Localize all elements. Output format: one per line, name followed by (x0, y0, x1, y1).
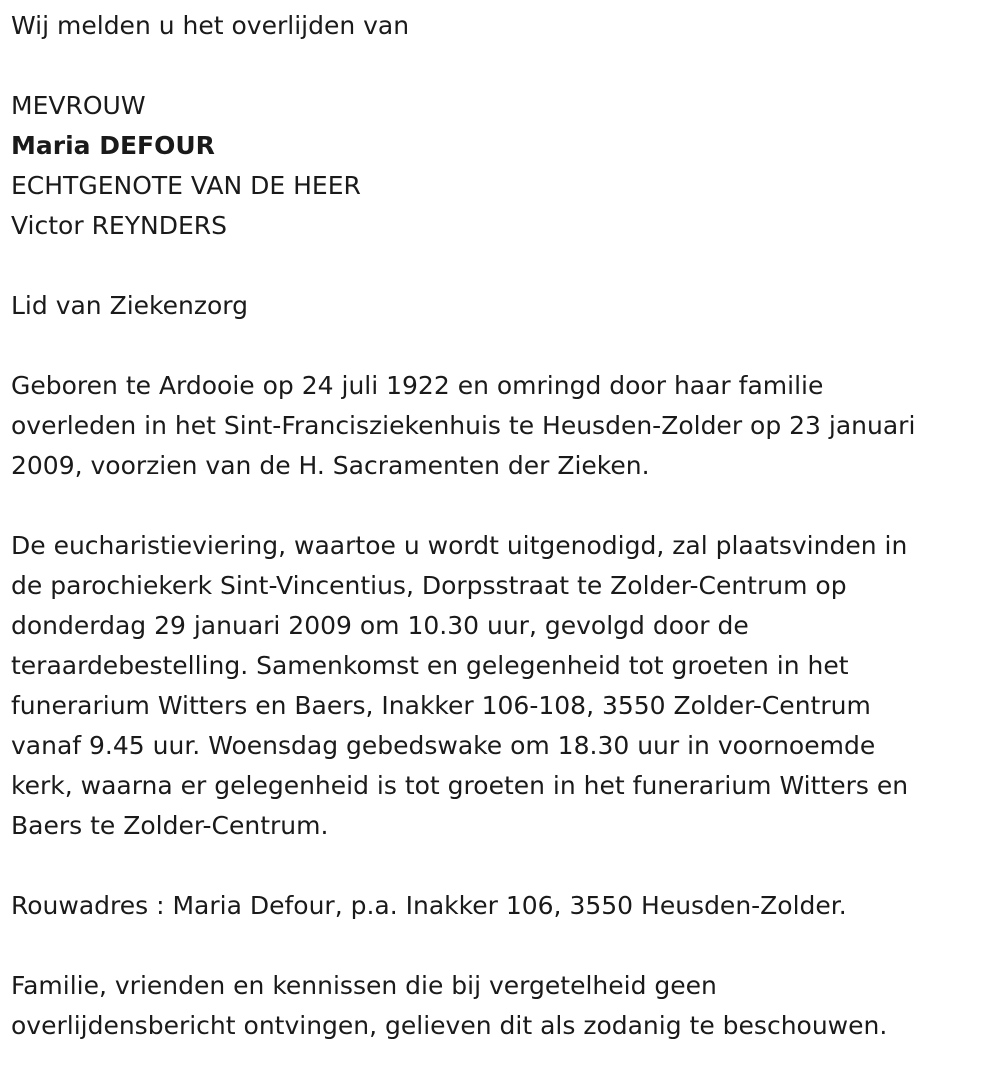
death-notice (11, 6, 986, 1046)
spacer (11, 46, 986, 86)
spacer (11, 326, 986, 366)
deceased-name: Maria DEFOUR (11, 131, 215, 160)
paragraph-line: Familie, vrienden en kennissen die bij vergetelheid geen (11, 971, 717, 1000)
paragraph-line: kerk, waarna er gelegenheid is tot groeten in het funerarium Witters en (11, 771, 909, 800)
closing-paragraph (11, 966, 986, 1046)
paragraph-line: overlijdensbericht ontvingen, gelieven dit als zodanig te beschouwen. (11, 1011, 888, 1040)
spouse-name: Victor REYNDERS (11, 211, 227, 240)
spacer (11, 846, 986, 886)
honorific: MEVROUW (11, 91, 146, 120)
spacer (11, 486, 986, 526)
membership-text: Lid van Ziekenzorg (11, 291, 248, 320)
paragraph-line: 2009, voorzien van de H. Sacramenten der Zieken. (11, 451, 650, 480)
birth-death-paragraph (11, 366, 986, 486)
paragraph-line: teraardebestelling. Samenkomst en gelegenheid tot groeten in het (11, 651, 849, 680)
paragraph-line: overleden in het Sint-Francisziekenhuis te Heusden-Zolder op 23 januari (11, 411, 916, 440)
paragraph-line: vanaf 9.45 uur. Woensdag gebedswake om 18.30 uur in voornoemde (11, 731, 876, 760)
paragraph-line: funerarium Witters en Baers, Inakker 106-108, 3550 Zolder-Centrum (11, 691, 871, 720)
paragraph-line: Geboren te Ardooie op 24 juli 1922 en omringd door haar familie (11, 371, 824, 400)
paragraph-line: de parochiekerk Sint-Vincentius, Dorpsstraat te Zolder-Centrum op (11, 571, 847, 600)
paragraph-line: Baers te Zolder-Centrum. (11, 811, 329, 840)
intro-text: Wij melden u het overlijden van (11, 11, 410, 40)
paragraph-line: De eucharistieviering, waartoe u wordt uitgenodigd, zal plaatsvinden in (11, 531, 908, 560)
spacer (11, 246, 986, 286)
relation-text: ECHTGENOTE VAN DE HEER (11, 171, 361, 200)
ceremony-paragraph (11, 526, 986, 846)
mourning-address: Rouwadres : Maria Defour, p.a. Inakker 106, 3550 Heusden-Zolder. (11, 891, 847, 920)
paragraph-line: donderdag 29 januari 2009 om 10.30 uur, gevolgd door de (11, 611, 749, 640)
spacer (11, 926, 986, 966)
